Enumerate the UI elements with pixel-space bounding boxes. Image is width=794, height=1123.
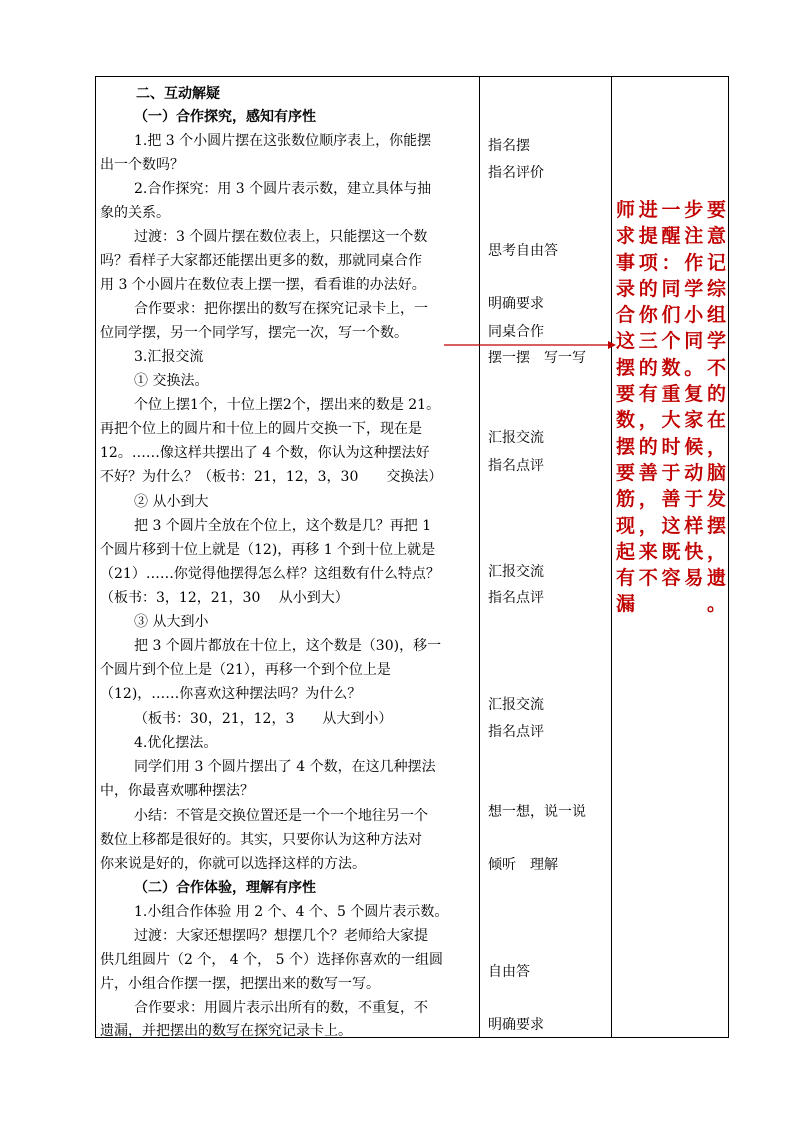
lesson-text-line: 你来说是好的，你就可以选择这样的方法。 (100, 856, 366, 872)
student-activity-item: 指名点评 (488, 590, 544, 606)
lesson-text-line: 3.汇报交流 (134, 349, 204, 365)
student-activity-item: 指名点评 (488, 458, 544, 474)
column-divider (611, 77, 612, 1037)
arrow-icon (444, 340, 616, 350)
lesson-text-line: 2.合作探究：用 3 个圆片表示数，建立具体与抽 (134, 181, 432, 197)
lesson-text-line: （21）……你觉得他摆得怎么样？这组数有什么特点？ (100, 566, 440, 582)
lesson-text-line: 中，你最喜欢哪种摆法？ (100, 783, 254, 799)
lesson-text-line: 4.优化摆法。 (134, 735, 218, 751)
lesson-text-line: 把 3 个圆片都放在十位上，这个数是（30)，移一 (134, 638, 442, 654)
lesson-text-line: （板书：3，12，21，30 从小到大） (100, 590, 349, 606)
student-activity-item: 明确要求 (488, 296, 544, 312)
lesson-text-line: 合作要求：把你摆出的数写在探究记录卡上，一 (134, 301, 428, 317)
lesson-text-line: 片，小组合作摆一摆，把摆出来的数写一写。 (100, 976, 380, 992)
lesson-text-line: 象的关系。 (100, 205, 170, 221)
lesson-text-line: （板书：30，21，12，3 从大到小） (134, 711, 393, 727)
lesson-text-line: 12。……像这样共摆出了 4 个数，你认为这种摆法好 (100, 445, 430, 461)
lesson-text-line: 不好？为什么？（板书：21，12，3，30 交换法） (100, 469, 443, 485)
lesson-text-line: 供几组圆片（2 个， 4 个， 5 个）选择你喜欢的一组圆 (100, 952, 443, 968)
lesson-text-line: 位同学摆，另一个同学写，摆完一次，写一个数。 (100, 325, 408, 341)
student-activity-item: 指名评价 (488, 165, 544, 181)
student-activity-item: 思考自由答 (488, 243, 558, 259)
lesson-text-line: 同学们用 3 个圆片摆出了 4 个数，在这几种摆法 (134, 759, 436, 775)
lesson-table (95, 76, 729, 1038)
student-activity-item: 倾听 理解 (488, 857, 558, 873)
lesson-text-line: 遗漏，并把摆出的数写在探究记录卡上。 (100, 1023, 352, 1039)
lesson-text-line: 用 3 个小圆片在数位表上摆一摆，看看谁的办法好。 (100, 277, 426, 293)
lesson-text-line: 出一个数吗？ (100, 157, 184, 173)
student-activity-item: 指名摆 (488, 138, 530, 154)
lesson-text-line: ③ 从大到小 (134, 614, 209, 630)
lesson-text-line: 再把个位上的圆片和十位上的圆片交换一下，现在是 (100, 421, 422, 437)
student-activity-item: 想一想，说一说 (488, 804, 586, 820)
student-activity-item: 明确要求 (488, 1017, 544, 1033)
lesson-text-line: 过渡：3 个圆片摆在数位表上，只能摆这一个数 (134, 229, 428, 245)
student-activity-item: 汇报交流 (488, 697, 544, 713)
lesson-text-line: （12)，……你喜欢这种摆法吗？为什么？ (100, 686, 362, 702)
lesson-text-line: 二、互动解疑 (136, 86, 220, 102)
student-activity-item: 同桌合作 (488, 324, 544, 340)
lesson-text-line: 吗？看样子大家都还能摆出更多的数，那就同桌合作 (100, 253, 422, 269)
lesson-text-line: 小结：不管是交换位置还是一个一个地往另一个 (134, 808, 428, 824)
lesson-text-line: ① 交换法。 (134, 373, 209, 389)
teacher-note: 师进一步要求提醒注意事项：作记录的同学综合你们小组这三个同学摆的数。不要有重复的数，大家在摆的时候，要善于动脑筋，善于发现，这样摆起来既快，有不容易遗漏。 (616, 199, 726, 616)
lesson-text-line: 合作要求：用圆片表示出所有的数，不重复，不 (134, 1000, 428, 1016)
lesson-text-line: （一）合作探究，感知有序性 (134, 109, 316, 125)
lesson-text-line: 1.小组合作体验 用 2 个、4 个、5 个圆片表示数。 (134, 904, 449, 920)
lesson-text-line: 个圆片移到十位上就是（12)，再移 1 个到十位上就是 (100, 542, 436, 558)
column-divider (479, 77, 480, 1037)
lesson-text-line: 过渡：大家还想摆吗？想摆几个？老师给大家提 (134, 928, 428, 944)
lesson-text-line: 个位上摆1个，十位上摆2个，摆出来的数是 21。 (134, 397, 441, 413)
student-activity-item: 汇报交流 (488, 430, 544, 446)
student-activity-item: 汇报交流 (488, 564, 544, 580)
student-activity-item: 摆一摆 写一写 (488, 350, 586, 366)
student-activity-item: 指名点评 (488, 724, 544, 740)
lesson-text-line: 数位上移都是很好的。其实，只要你认为这种方法对 (100, 832, 422, 848)
lesson-text-line: （二）合作体验，理解有序性 (134, 880, 316, 896)
student-activity-item: 自由答 (488, 964, 530, 980)
lesson-text-line: ② 从小到大 (134, 494, 209, 510)
lesson-text-line: 把 3 个圆片全放在个位上，这个数是几？再把 1 (134, 518, 432, 534)
lesson-text-line: 个圆片到个位上是（21），再移一个到个位上是 (100, 662, 391, 678)
lesson-text-line: 1.把 3 个小圆片摆在这张数位顺序表上，你能摆 (134, 133, 432, 149)
